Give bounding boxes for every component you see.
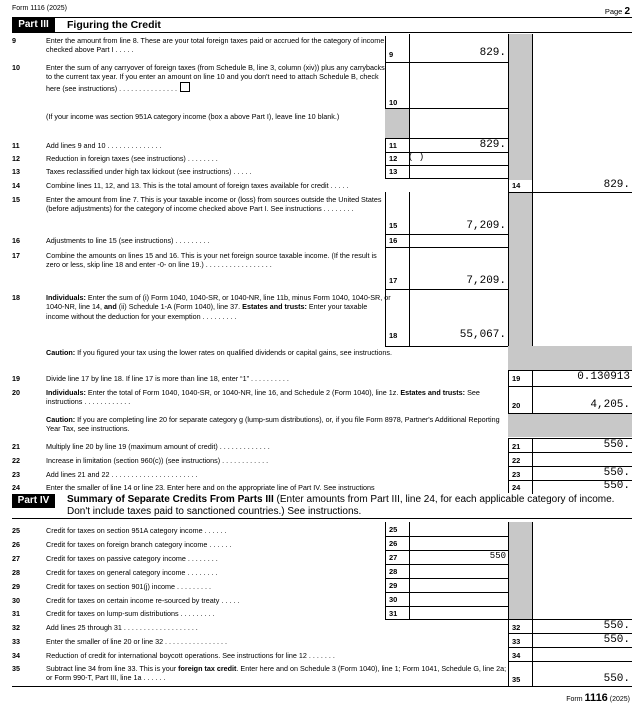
rule [532,192,533,346]
box-30-label: 30 [385,592,405,606]
box-28-label: 28 [385,564,405,578]
line-23-amount[interactable]: 550. [603,467,630,479]
line-11-amount[interactable]: 829. [479,139,506,151]
rule [385,138,508,139]
box-32-label: 32 [508,619,528,633]
shade-col-b [508,192,532,346]
box-13-label: 13 [385,165,405,178]
rule [385,178,508,179]
rule [385,592,508,593]
rule [508,413,632,414]
line-10-checkbox[interactable] [180,82,190,92]
line-20-amount[interactable]: 4,205. [590,399,630,411]
rule [508,522,509,619]
part4-tag: Part IV [12,494,55,508]
line-33-amount[interactable]: 550. [603,634,630,646]
shade-col-a [508,34,532,180]
line-19-amount[interactable]: 0.130913 [577,371,630,383]
rule [385,346,508,347]
rule [409,34,410,179]
box-12-label: 12 [385,152,405,165]
line-24-amount[interactable]: 550. [603,480,630,492]
box-27-label: 27 [385,550,405,564]
rule [385,62,508,63]
box-22-label: 22 [508,452,528,466]
rule [532,438,533,494]
rule [508,633,632,634]
line-18-amount[interactable]: 55,067. [459,329,506,341]
rule [385,550,508,551]
box-10-label: 10 [385,62,405,108]
bottom-rule [12,686,632,687]
form-footer: Form 1116 (2025) [566,692,630,704]
shade-caution-2 [508,413,632,437]
rule [385,234,508,235]
rule [532,34,533,192]
shade-caution-1 [508,346,632,370]
rule [385,152,508,153]
rule [508,34,509,192]
box-21-label: 21 [508,438,528,452]
part3-tag: Part III [12,18,55,32]
line-32-amount[interactable]: 550. [603,620,630,632]
rule [508,661,632,662]
line-21-amount[interactable]: 550. [603,439,630,451]
box-31-label: 31 [385,606,405,619]
box-33-label: 33 [508,633,528,647]
rule [508,370,632,371]
rule [385,578,508,579]
rule [532,522,533,686]
box-14-label: 14 [508,179,528,192]
part3-header [12,18,632,33]
rule [508,480,632,481]
rule [385,108,508,109]
rule [508,192,509,346]
part4-header [12,494,632,519]
line-9-amount[interactable]: 829. [479,47,506,59]
rule [409,192,410,346]
rule [385,289,508,290]
box-34-label: 34 [508,647,528,661]
box-35-label: 35 [508,661,528,686]
rule [385,247,508,248]
box-23-label: 23 [508,466,528,480]
box-18-label: 18 [385,289,405,346]
box-24-label: 24 [508,480,528,493]
form-id: Form 1116 (2025) [12,5,67,12]
rule [532,370,533,413]
line-17-amount[interactable]: 7,209. [466,275,506,287]
rule [385,564,508,565]
rule [508,466,632,467]
line-15-amount[interactable]: 7,209. [466,220,506,232]
box-9-label: 9 [385,36,405,62]
box-19-label: 19 [508,370,528,386]
part4-title: Summary of Separate Credits From Parts III (Enter amounts from Part III, line 24, for each applicable category of income. Don't include taxes paid to sanctioned countries.) See instructions. [67,494,615,517]
rule [385,165,508,166]
rule [385,536,508,537]
rule [385,606,508,607]
rule [508,647,632,648]
rule [508,386,632,387]
rule [508,438,632,439]
rule [508,192,632,193]
rule [409,522,410,619]
box-26-label: 26 [385,536,405,550]
part3-title: Figuring the Credit [67,19,161,31]
page-number: Page 2 [604,6,630,17]
box-25-label: 25 [385,522,405,536]
box-16-label: 16 [385,234,405,247]
box-15-label: 15 [385,192,405,234]
shade-col-c [508,522,532,619]
line-35-amount[interactable]: 550. [603,673,630,685]
line-12-amount[interactable]: ( ) [408,152,425,162]
box-17-label: 17 [385,247,405,289]
box-29-label: 29 [385,578,405,592]
line-27-amount[interactable]: 550 [489,551,506,561]
rule [385,619,632,620]
line-14-amount[interactable]: 829. [603,179,630,191]
box-20-label: 20 [508,386,528,413]
box-11-label: 11 [385,139,405,152]
rule [508,452,632,453]
